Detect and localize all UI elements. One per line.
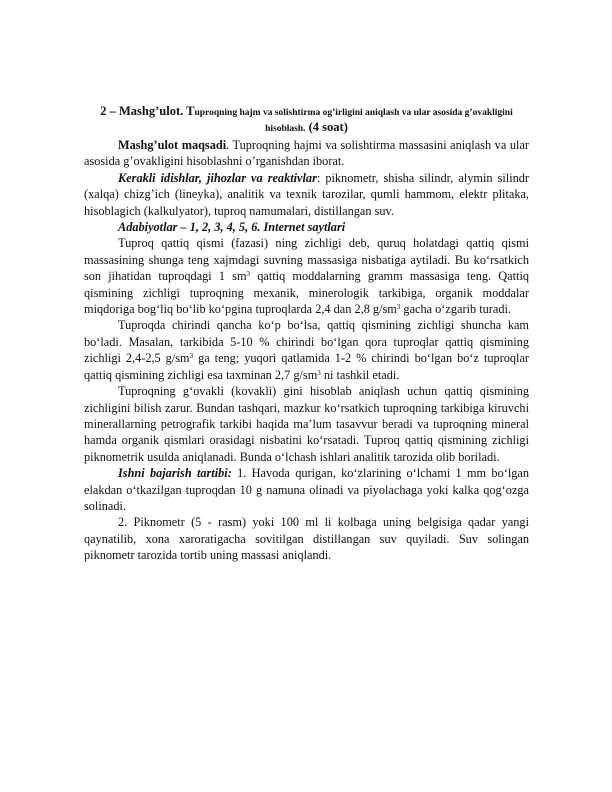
procedure-label: Ishni bajarish tartibi:	[118, 466, 232, 481]
density-text-3: gacha o‘zgarib turadi.	[400, 302, 511, 317]
literature-paragraph	[84, 219, 529, 235]
superscript: 3	[396, 303, 401, 312]
lesson-title: uproqning hajm va solishtirma og’irligini aniqlash va ular asosida g’ovakligini hisoblash.	[194, 108, 513, 134]
density-text-1: Tuproq qattiq qismi (fazasi) ning zichligi deb, quruq holatdagi qattiq qismi massasining shunga teng xajmdagi suvning massasiga nisbatiga aytiladi. Bu ko‘rsatkich son jihatidan tuproqdagi 1 sm	[84, 236, 529, 284]
superscript: 3	[246, 270, 251, 279]
aim-paragraph	[84, 137, 529, 170]
humus-text-3: ni tashkil etadi.	[320, 367, 400, 382]
procedure-step-1: 1. Havoda qurigan, ko‘zlarining o‘lchami 1 mm bo‘lgan elakdan o‘tkazilgan tuproqdan 10 g namuna olinadi va piyolachaga yoki kalka qog‘ozga solinadi.	[84, 466, 529, 513]
lesson-duration: (4 soat)	[305, 120, 348, 134]
density-text-2: qattiq moddalarning gramm massasiga teng. Qattiq qismining zichligi tuproqning mexanik, minerologik tarkibiga, organik moddalar miqdoriga bog‘liq bo‘lib ko‘pgina tuproqlarda 2,4 dan 2,8 g/sm	[84, 269, 530, 317]
density-paragraph	[84, 235, 529, 317]
lesson-number: 2 – Mashg’ulot.	[100, 104, 187, 118]
humus-text-2: ga teng; yuqori qatlamida 1-2 % chirindi bo‘lgan bo‘z tuproqlar qattiq qismining zichligi esa taxminan 2,7 g/sm	[84, 351, 530, 382]
aim-text: . Tuproqning hajmi va solishtirma massasini aniqlash va ular asosida g’ovakligini hisoblashni o’rganishdan iborat.	[84, 138, 529, 169]
superscript: 3	[189, 352, 194, 361]
procedure-paragraph	[84, 465, 529, 514]
aim-label: Mashg’ulot maqsadi	[118, 138, 227, 152]
document-page	[84, 104, 529, 564]
title-initial: T	[186, 104, 195, 118]
equipment-label: Kerakli idishlar, jihozlar va reaktivlar	[118, 170, 317, 185]
equipment-paragraph	[84, 170, 529, 219]
porosity-paragraph: Tuproqning g‘ovakli (kovakli) gini hisoblab aniqlash uchun qattiq qismining zichligini bilish zarur. Bundan tashqari, mazkur ko‘rsatkich tuproqning tarkibiga kiruvchi minerallarning petrografik tarkibi haqida ma’lum tasavvur beradi va tuproqning mineral hamda organik qismlari orasidagi nisbatini ko‘rsatadi. Tuproq qattiq qismining zichligi piknometrik usulda aniqlanadi. Bunda o‘lchash ishlari analitik tarozida olib boriladi.	[84, 384, 529, 464]
humus-text-1: Tuproqda chirindi qancha ko‘p bo‘lsa, qattiq qismining zichligi shuncha kam bo‘ladi. Masalan, tarkibida 5-10 % chirindi bo‘lgan qora tuproqlar qattiq qismining zichligi 2,4-2,5 g/sm	[84, 318, 529, 366]
literature-label: Adabiyotlar – 1, 2, 3, 4, 5, 6. Internet saytlari	[118, 220, 346, 235]
superscript: 3	[317, 368, 321, 377]
lesson-heading	[84, 104, 529, 136]
equipment-text: : piknometr, shisha silindr, alymin silindr (xalqa) chizg’ich (lineyka), analitik va texnik tarozilar, qumli hammom, elektr plitaka, hisoblagich (kalkulyator), tuproq namumalari, distillangan suv.	[84, 170, 529, 218]
procedure-step-2: 2. Piknometr (5 - rasm) yoki 100 ml li kolbaga uning belgisiga qadar yangi qaynatilib, xona xaroratigacha sovitilgan distillangan suv quyiladi. Suv solingan piknometr tarozida tortib uning massasi aniqlandi.	[84, 515, 529, 563]
humus-paragraph	[84, 317, 529, 383]
